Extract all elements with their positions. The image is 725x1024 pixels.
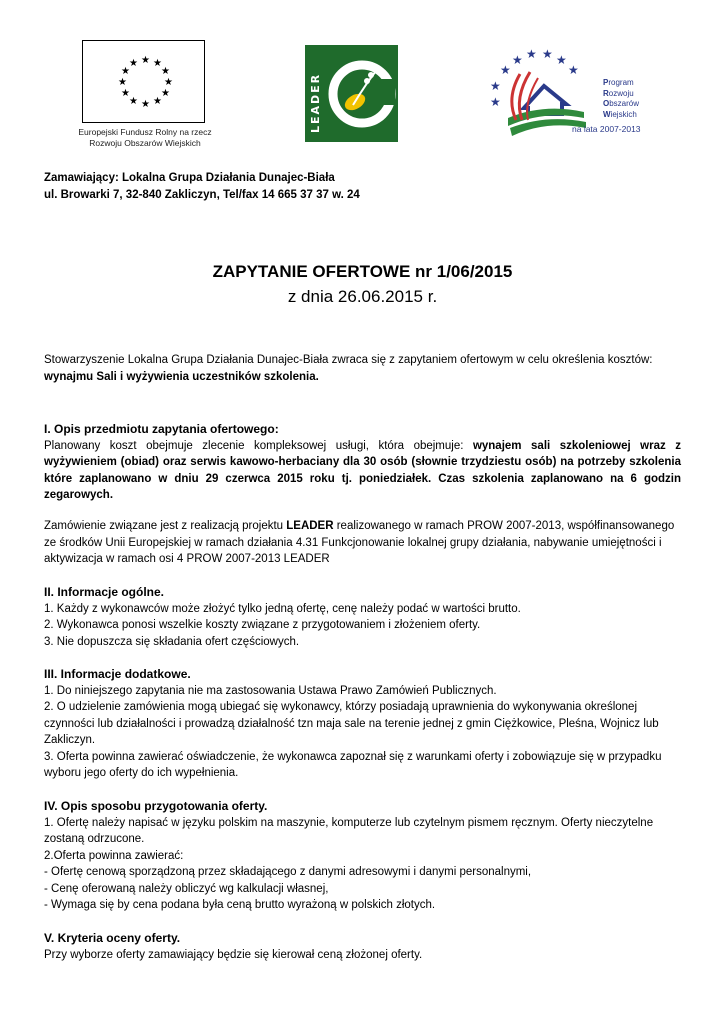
- svg-text:★: ★: [556, 53, 567, 67]
- authority-name: Zamawiający: Lokalna Grupa Działania Dunajec-Biała: [44, 172, 335, 184]
- svg-text:★: ★: [568, 63, 579, 77]
- svg-text:★: ★: [153, 96, 162, 107]
- authority-address: ul. Browarki 7, 32-840 Zakliczyn, Tel/fax 14 665 37 37 w. 24: [44, 189, 360, 201]
- list-item: - Wymaga się by cena podana była ceną brutto wyrażoną w polskich złotych.: [44, 899, 436, 911]
- list-item: 2.Oferta powinna zawierać:: [44, 849, 184, 862]
- prow-name: [603, 78, 639, 120]
- svg-text:★: ★: [141, 99, 150, 110]
- eu-stars-icon: [83, 41, 204, 122]
- eu-caption: [66, 127, 224, 149]
- list-item: 3. Nie dopuszcza się składania ofert częściowych.: [44, 635, 300, 648]
- section-2: [44, 584, 681, 650]
- document-date: z dnia 26.06.2015 r.: [287, 287, 438, 306]
- svg-text:★: ★: [500, 63, 511, 77]
- svg-text:★: ★: [118, 77, 127, 88]
- section-heading: V. Kryteria oceny oferty.: [44, 931, 181, 945]
- list-item: - Ofertę cenową sporządzoną przez składającego z danymi adresowymi i danymi personalnymi,: [44, 866, 532, 878]
- section-heading: III. Informacje dodatkowe.: [44, 667, 191, 681]
- section-1-bold: wynajem sali szkoleniowej wraz z wyżywieniem (obiad) oraz serwis kawowo-herbaciany dla 30 osób (słownie trzydziestu osób) na potrzeby szkolenia które zaplanowano w dniu 29 czerwca 2015 roku tj. poniedziałek. Czas szkolenia zaplanowano na 6 godzin zegarowych.: [44, 439, 681, 501]
- list-item: 2. Wykonawca ponosi wszelkie koszty związane z przygotowaniem i złożeniem oferty.: [44, 619, 481, 631]
- project-text-b: realizowanego w ramach PROW 2007-2013, współfinansowanego ze środków Unii Europejskiej w ramach działania 4.31 Funkcjonowanie lokalnej grupy działania, nabywanie umiejętności i aktywizacja w ramach osi 4 PROW 2007-2013 LEADER: [44, 520, 675, 565]
- eu-caption-line2: Rozwoju Obszarów Wiejskich: [89, 138, 201, 148]
- list-item: - Cenę oferowaną należy obliczyć wg kalkulacji własnej,: [44, 882, 329, 895]
- eu-flag: [82, 40, 205, 123]
- list-item: 2. O udzielenie zamówienia mogą ubiegać się wykonawcy, którzy posiadają uprawnienia do wykonywania określonej czynności lub działalności i prowadzą działalność tzn maja sale na terenie jednej z gmin Ciężkowice, Pleśna, Wojnicz lub Zakliczyn.: [44, 701, 659, 746]
- section-heading: I. Opis przedmiotu zapytania ofertowego:: [44, 422, 279, 436]
- svg-text:★: ★: [121, 88, 130, 99]
- prow-word: ozwoju: [608, 88, 634, 98]
- section-5: [44, 930, 681, 963]
- section-1-text: Planowany koszt obejmuje zlecenie kompleksowej usługi, która obejmuje:: [44, 439, 473, 452]
- svg-text:★: ★: [153, 58, 162, 69]
- intro-text: Stowarzyszenie Lokalna Grupa Działania Dunajec-Biała zwraca się z zapytaniem ofertowym w celu określenia kosztów:: [44, 354, 653, 366]
- svg-text:★: ★: [490, 79, 501, 93]
- svg-text:★: ★: [141, 55, 150, 66]
- contracting-authority: [44, 170, 360, 204]
- svg-text:★: ★: [161, 88, 170, 99]
- leader-logo-text: LEADER: [309, 72, 322, 133]
- prow-letter: P: [603, 78, 609, 87]
- section-heading: IV. Opis sposobu przygotowania oferty.: [44, 799, 268, 813]
- svg-text:★: ★: [542, 48, 553, 61]
- page-title: ZAPYTANIE OFERTOWE nr 1/06/2015: [212, 262, 513, 281]
- svg-text:★: ★: [490, 95, 501, 109]
- list-item: 1. Ofertę należy napisać w języku polskim na maszynie, komputerze lub czytelnym pismem ręcznym. Oferty nieczytelne zostaną odrzucone.: [44, 816, 654, 845]
- prow-word: rogram: [608, 78, 634, 87]
- svg-text:★: ★: [121, 66, 130, 77]
- prow-word: bszarów: [609, 99, 640, 108]
- svg-text:★: ★: [512, 53, 523, 67]
- eu-logo: [66, 40, 224, 150]
- project-bold: LEADER: [286, 520, 334, 532]
- section-1-paragraph-2: [44, 518, 681, 568]
- section-5-text: Przy wyborze oferty zamawiający będzie się kierował ceną złożonej oferty.: [44, 948, 423, 961]
- leader-logo: [305, 45, 398, 142]
- prow-letter: W: [603, 109, 611, 119]
- list-item: 1. Każdy z wykonawców może złożyć tylko jedną ofertę, cenę należy podać w wartości brutto.: [44, 602, 521, 615]
- intro-bold: wynajmu Sali i wyżywienia uczestników szkolenia.: [44, 370, 319, 383]
- list-item: 1. Do niniejszego zapytania nie ma zastosowania Ustawa Prawo Zamówień Publicznych.: [44, 684, 497, 697]
- section-1-paragraph: [44, 438, 681, 504]
- prow-letter: O: [603, 99, 610, 108]
- svg-text:★: ★: [526, 48, 537, 61]
- prow-years: na lata 2007-2013: [572, 124, 641, 134]
- eu-caption-line1: Europejski Fundusz Rolny na rzecz: [78, 127, 212, 137]
- svg-text:★: ★: [129, 96, 138, 107]
- list-item: 3. Oferta powinna zawierać oświadczenie, że wykonawca zapoznał się z warunkami oferty i zobowiązuje się w przypadku wyboru jego oferty do ich wypełnienia.: [44, 750, 662, 779]
- prow-logo: [486, 48, 646, 138]
- section-3: [44, 666, 681, 782]
- intro-paragraph: [44, 352, 681, 385]
- svg-text:★: ★: [161, 66, 170, 77]
- prow-letter: R: [603, 88, 609, 98]
- section-4: [44, 798, 681, 914]
- svg-text:★: ★: [164, 77, 173, 88]
- svg-text:★: ★: [129, 58, 138, 69]
- section-heading: II. Informacje ogólne.: [44, 585, 165, 599]
- project-text-a: Zamówienie związane jest z realizacją projektu: [44, 520, 287, 532]
- section-1: [44, 421, 681, 504]
- prow-word: iejskich: [610, 109, 637, 119]
